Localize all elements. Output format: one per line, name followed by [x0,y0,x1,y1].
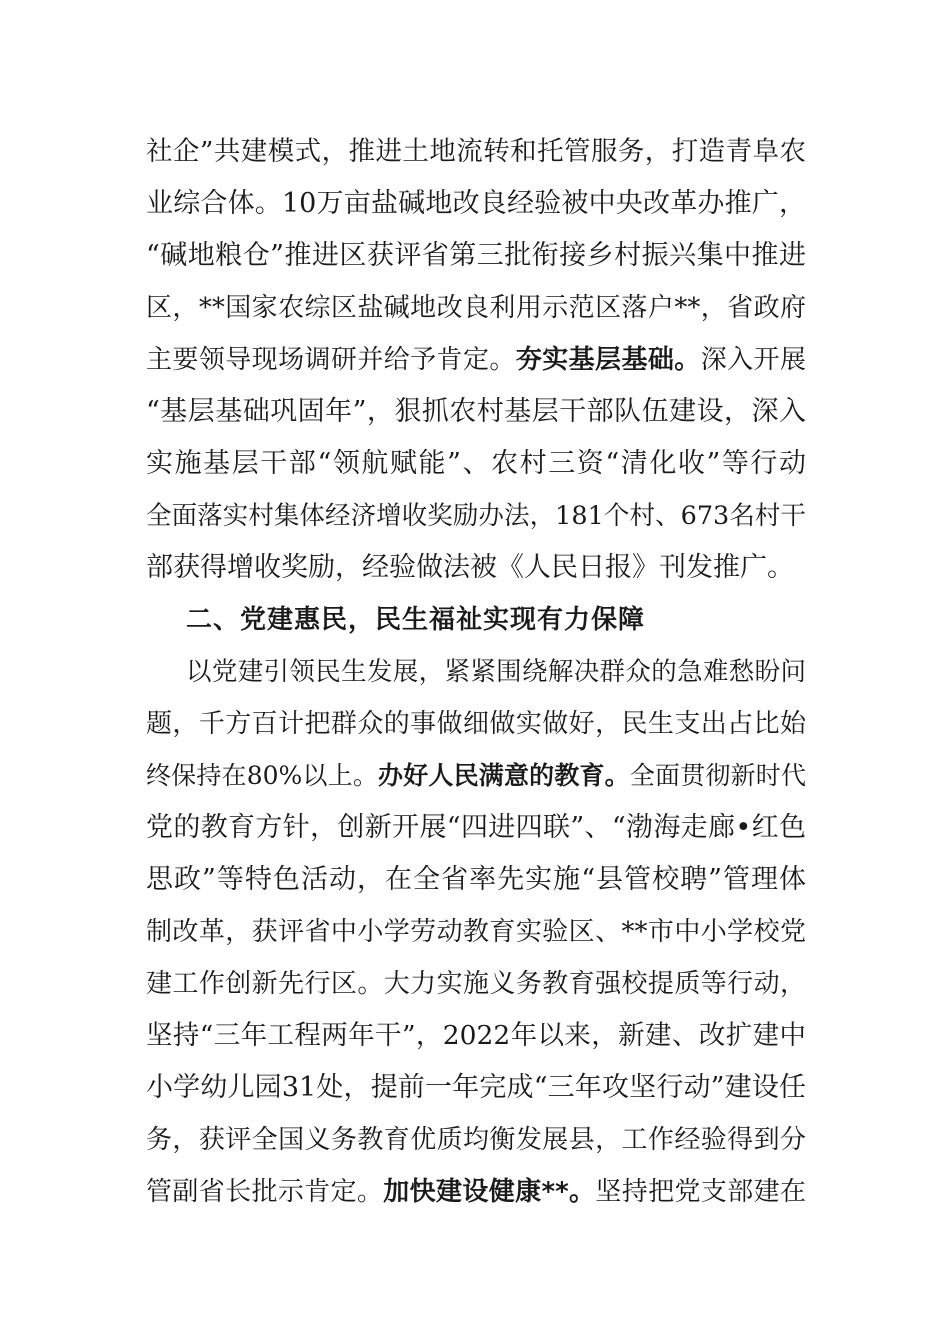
para2-line-11 [146,1172,806,1212]
para1-line-5 [146,340,806,380]
para2-line-10: 务，获评全国义务教育优质均衡发展县，工作经验得到分 [146,1125,806,1155]
para2-line-3 [146,756,806,796]
bold-lead-health: 加快建设健康**。 [383,1177,596,1207]
para1-line-2: 业综合体。10万亩盐碱地改良经验被中央改革办推广， [146,188,806,219]
para1-line-8: 全面落实村集体经济增收奖励办法，181个村、673名村干 [146,501,806,531]
para1-line-7: 实施基层干部“领航赋能”、农村三资“清化收”等行动 [146,448,806,479]
para2-line-7: 建工作创新先行区。大力实施义务教育强校提质等行动， [146,969,806,999]
para1-line-6: “基层基础巩固年”，狠抓农村基层干部队伍建设，深入 [146,396,806,427]
bold-lead-education: 办好人民满意的教育。 [378,761,630,790]
para2-line-4: 党的教育方针，创新开展“四进四联”、“渤海走廊•红色 [146,812,806,843]
para1-line-5-text-a: 主要领导现场调研并给予肯定。 [146,345,516,375]
bold-lead-foundation: 夯实基层基础。 [515,345,701,375]
para1-line-3: “碱地粮仓”推进区获评省第三批衔接乡村振兴集中推进 [146,240,806,271]
para2-line-11-text-a: 管副省长批示肯定。 [146,1177,384,1207]
para2-line-3-text-a: 终保持在80%以上。 [146,761,379,790]
para2-line-6: 制改革，获评省中小学劳动教育实验区、**市中小学校党 [146,917,806,947]
para2-line-5: 思政”等特色活动，在全省率先实施“县管校聘”管理体 [146,864,806,895]
para1-line-1: 社企”共建模式，推进土地流转和托管服务，打造青阜农 [146,136,806,167]
para2-line-3-text-c: 全面贯彻新时代 [629,761,806,790]
para2-line-2: 题，千方百计把群众的事做细做实做好，民生支出占比始 [146,709,806,739]
para2-line-8: 坚持“三年工程两年干”，2022年以来，新建、改扩建中 [146,1020,806,1051]
para2-line-9: 小学幼儿园31处，提前一年完成“三年攻坚行动”建设任 [146,1072,806,1103]
para1-line-9: 部获得增收奖励，经验做法被《人民日报》刊发推广。 [146,552,794,583]
para1-line-5-text-c: 深入开展 [700,345,806,375]
para2-line-11-text-c: 坚持把党支部建在 [595,1177,806,1207]
section-heading: 二、党建惠民，民生福祉实现有力保障 [186,605,646,635]
para1-line-4: 区，**国家农综区盐碱地改良利用示范区落户**，省政府 [146,293,806,323]
para2-line-1: 以党建引领民生发展，紧紧围绕解决群众的急难愁盼问 [186,657,806,687]
